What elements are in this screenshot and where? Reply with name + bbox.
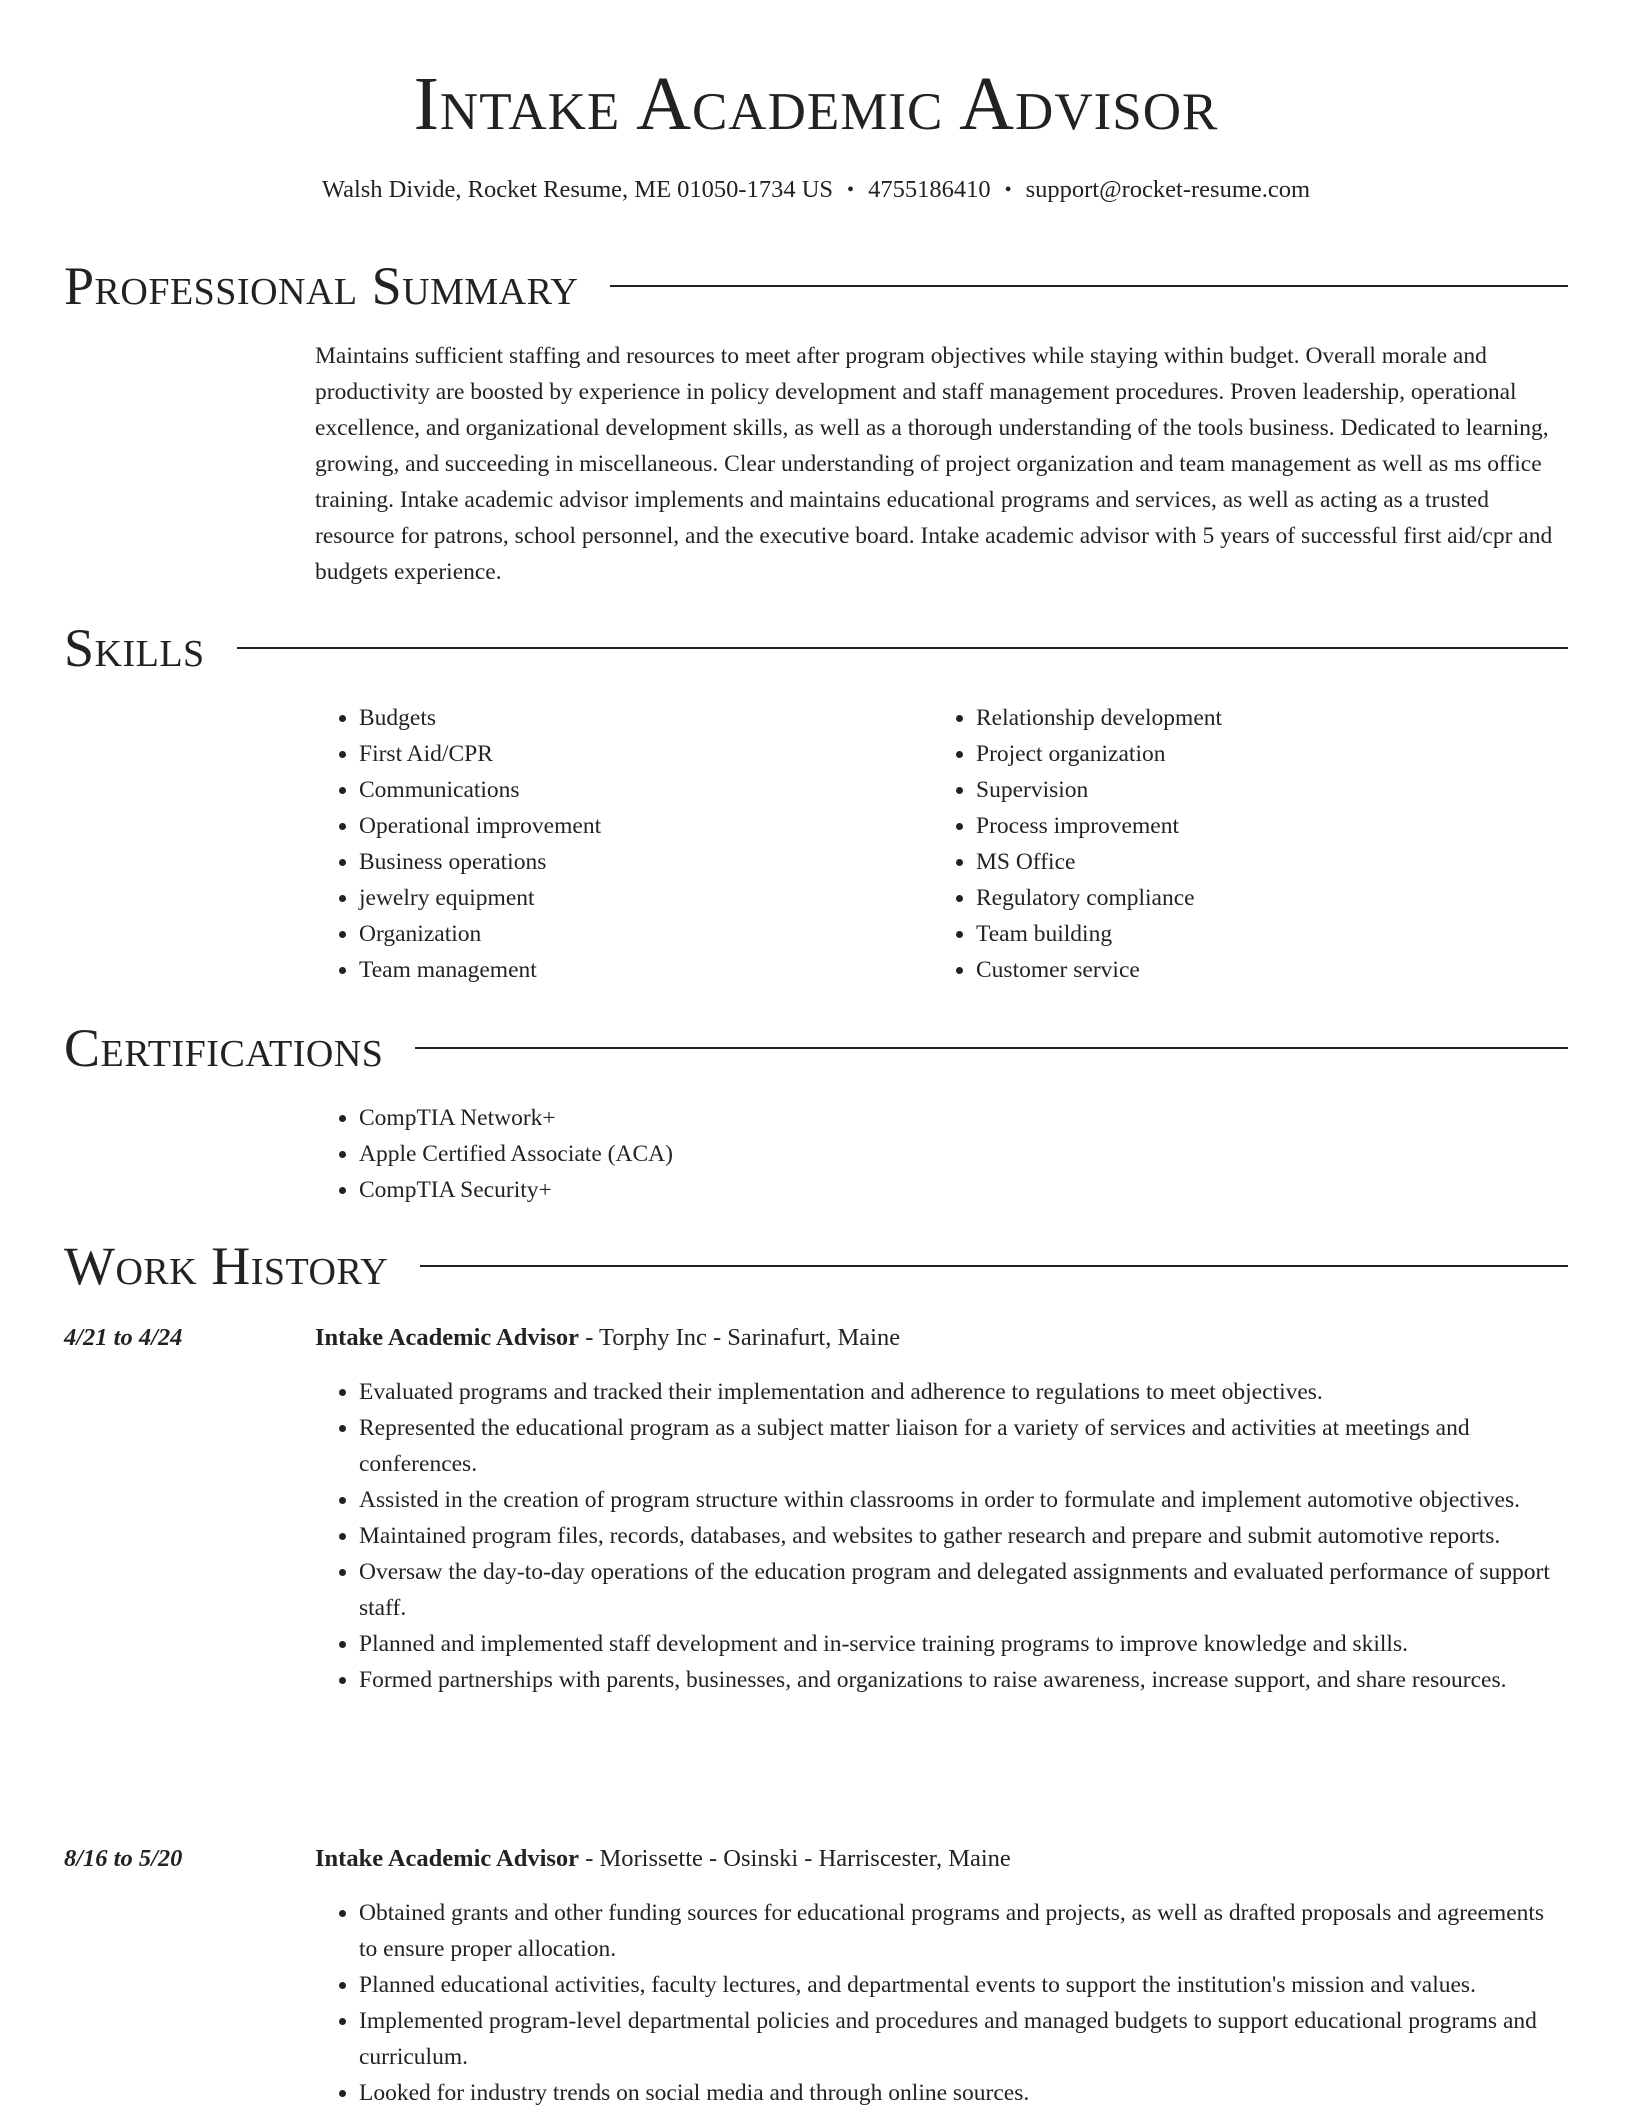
- skill-item: • Team management: [359, 952, 875, 988]
- certifications-heading: Certifications: [64, 1018, 384, 1078]
- certification-item: • Apple Certified Associate (ACA): [359, 1136, 1115, 1172]
- job-title-line: [315, 1841, 1011, 1877]
- skills-heading: Skills: [64, 618, 205, 678]
- skill-item: • Organization: [359, 916, 875, 952]
- skills-section-heading: [64, 618, 1568, 678]
- job-bullet: • Obtained grants and other funding sources for educational programs and projects, as well as drafted proposals and agreements to ensure proper allocation.: [359, 1895, 1568, 1967]
- skill-item: • Customer service: [976, 952, 1492, 988]
- skill-item: • jewelry equipment: [359, 880, 875, 916]
- contact-phone: 4755186410: [868, 176, 991, 203]
- skill-item: • Budgets: [359, 700, 875, 736]
- job-bullet: • Formed partnerships with parents, businesses, and organizations to raise awareness, increase support, and share resources.: [359, 1662, 1568, 1698]
- skill-item: • Regulatory compliance: [976, 880, 1492, 916]
- job-bullet: • Evaluated programs and tracked their implementation and adherence to regulations to meet objectives.: [359, 1374, 1568, 1410]
- summary-heading: Professional Summary: [64, 256, 579, 316]
- section-divider: [420, 1265, 1568, 1267]
- job-bullet: • Oversaw the day-to-day operations of the education program and delegated assignments and evaluated performance of support staff.: [359, 1554, 1568, 1626]
- skill-item: • First Aid/CPR: [359, 736, 875, 772]
- skill-item: • Process improvement: [976, 808, 1492, 844]
- skill-item: • MS Office: [976, 844, 1492, 880]
- summary-text: Maintains sufficient staffing and resources to meet after program objectives while staying within budget. Overall morale and productivity are boosted by experience in policy development and staff management procedures. Proven leadership, operational excellence, and organizational development skills, as well as a thorough understanding of the tools business. Dedicated to learning, growing, and succeeding in miscellaneous. Clear understanding of project organization and team management as well as ms office training. Intake academic advisor implements and maintains educational programs and services, as well as acting as a trusted resource for patrons, school personnel, and the executive board. Intake academic advisor with 5 years of successful first aid/cpr and budgets experience.: [315, 343, 1553, 585]
- job-employer: - Morissette - Osinski - Harriscester, Maine: [579, 1845, 1011, 1872]
- candidate-name: Intake Academic Advisor: [413, 62, 1219, 146]
- skill-item: • Business operations: [359, 844, 875, 880]
- job-title-line: [315, 1320, 900, 1356]
- job-header: [64, 1320, 1568, 1356]
- job-title: Intake Academic Advisor: [315, 1845, 580, 1872]
- job-bullet: • Planned educational activities, faculty lectures, and departmental events to support the institution's mission and values.: [359, 1967, 1568, 2003]
- skills-list-right: [932, 700, 1492, 988]
- job-title: Intake Academic Advisor: [315, 1324, 580, 1351]
- skill-item: • Operational improvement: [359, 808, 875, 844]
- skill-item: • Communications: [359, 772, 875, 808]
- job-header: [64, 1841, 1568, 1877]
- work-history-heading: Work History: [64, 1236, 389, 1296]
- contact-line: [0, 175, 1632, 205]
- job-bullet: • Implemented program-level departmental policies and procedures and managed budgets to support educational programs and curriculum.: [359, 2003, 1568, 2075]
- skill-item: • Team building: [976, 916, 1492, 952]
- skill-item: • Project organization: [976, 736, 1492, 772]
- section-divider: [415, 1047, 1568, 1049]
- job-bullet: • Maintained program files, records, databases, and websites to gather research and prepare and submit automotive reports.: [359, 1518, 1568, 1554]
- contact-separator: •: [847, 179, 855, 201]
- job-bullet: • Planned and implemented staff development and in-service training programs to improve knowledge and skills.: [359, 1626, 1568, 1662]
- certification-item: • CompTIA Security+: [359, 1172, 1115, 1208]
- contact-email: support@rocket-resume.com: [1025, 176, 1311, 203]
- skill-item: • Supervision: [976, 772, 1492, 808]
- job-bullet-list: [315, 1374, 1568, 1698]
- job-bullet-list: [315, 1895, 1568, 2111]
- summary-section-heading: [64, 256, 1568, 316]
- skills-list-left: [315, 700, 875, 988]
- job-bullet: • Represented the educational program as a subject matter liaison for a variety of services and activities at meetings and conferences.: [359, 1410, 1568, 1482]
- job-bullet: • Assisted in the creation of program structure within classrooms in order to formulate and implement automotive objectives.: [359, 1482, 1568, 1518]
- contact-address: Walsh Divide, Rocket Resume, ME 01050-1734 US: [321, 176, 834, 203]
- skill-item: • Relationship development: [976, 700, 1492, 736]
- section-divider: [610, 285, 1568, 287]
- contact-separator: •: [1004, 179, 1012, 201]
- section-divider: [237, 647, 1568, 649]
- job-dates: 4/21 to 4/24: [64, 1324, 183, 1351]
- job-employer: - Torphy Inc - Sarinafurt, Maine: [579, 1324, 901, 1351]
- job-bullet: • Looked for industry trends on social media and through online sources.: [359, 2075, 1568, 2111]
- work-history-section-heading: [64, 1236, 1568, 1296]
- certifications-list: [315, 1100, 1115, 1208]
- certifications-section-heading: [64, 1018, 1568, 1078]
- certification-item: • CompTIA Network+: [359, 1100, 1115, 1136]
- job-dates: 8/16 to 5/20: [64, 1845, 183, 1872]
